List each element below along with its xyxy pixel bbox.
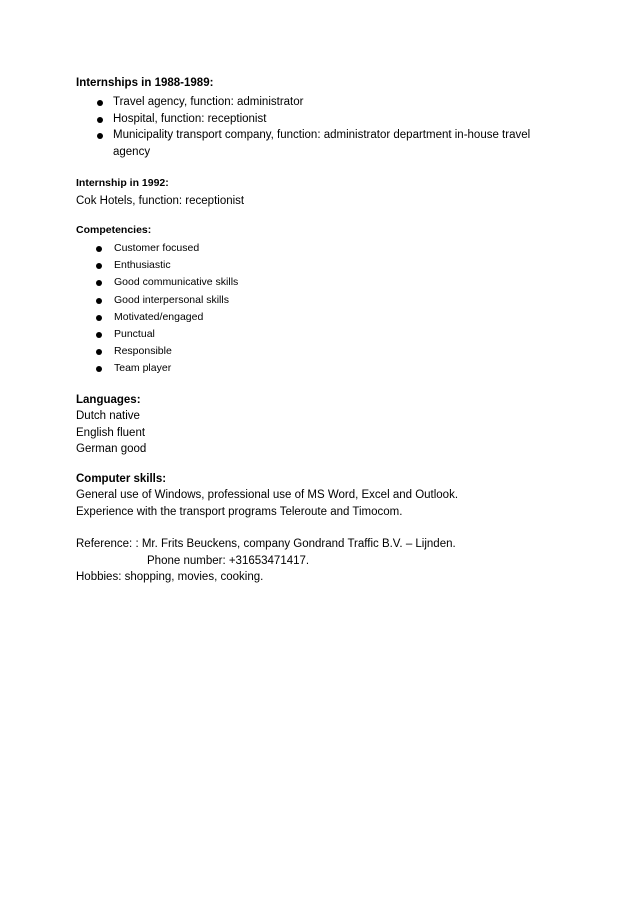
list-item: Hospital, function: receptionist	[76, 111, 556, 128]
bullet-icon	[96, 332, 102, 338]
list-item: Responsible	[76, 343, 238, 360]
bullet-icon	[96, 298, 102, 304]
bullet-icon	[96, 280, 102, 286]
computer-skills-section	[76, 472, 458, 520]
reference-section	[76, 536, 456, 586]
language-line: English fluent	[76, 426, 146, 439]
languages-heading: Languages:	[76, 394, 141, 406]
competencies-section	[76, 223, 238, 378]
bullet-icon	[96, 366, 102, 372]
computer-skills-heading: Computer skills:	[76, 473, 167, 485]
computer-skills-line: General use of Windows, professional use of MS Word, Excel and Outlook.	[76, 489, 459, 501]
list-item: Team player	[76, 360, 238, 377]
internships-1988-list	[76, 94, 556, 160]
internships-1988-section	[76, 76, 556, 160]
bullet-icon	[96, 315, 102, 321]
languages-section	[76, 393, 146, 458]
list-item: Motivated/engaged	[76, 309, 238, 326]
internship-1992-section	[76, 176, 244, 210]
computer-skills-line: Experience with the transport programs Teleroute and Timocom.	[76, 505, 403, 518]
competencies-heading: Competencies:	[76, 224, 152, 236]
list-item: Enthusiastic	[76, 257, 238, 274]
hobbies-line: Hobbies: shopping, movies, cooking.	[76, 571, 264, 583]
language-line: German good	[76, 443, 147, 455]
list-item: Good communicative skills	[76, 274, 238, 291]
internship-1992-heading: Internship in 1992:	[76, 177, 169, 189]
list-item: Punctual	[76, 326, 238, 343]
list-item: Customer focused	[76, 240, 238, 257]
bullet-icon	[97, 100, 103, 106]
competencies-list	[76, 240, 238, 378]
list-item: Good interpersonal skills	[76, 292, 238, 309]
bullet-icon	[96, 246, 102, 252]
reference-phone: Phone number: +31653471417.	[147, 554, 310, 567]
bullet-icon	[96, 349, 102, 355]
reference-line: Reference: : Mr. Frits Beuckens, company Gondrand Traffic B.V. – Lijnden.	[76, 538, 456, 550]
language-line: Dutch native	[76, 410, 140, 422]
bullet-icon	[97, 133, 103, 139]
list-item: Travel agency, function: administrator	[76, 94, 556, 111]
internships-1988-heading: Internships in 1988-1989:	[76, 77, 214, 89]
list-item: Municipality transport company, function: administrator department in-house travel	[76, 127, 556, 144]
list-item-continuation: agency	[113, 145, 151, 158]
bullet-icon	[96, 263, 102, 269]
internship-1992-text: Cok Hotels, function: receptionist	[76, 195, 245, 207]
bullet-icon	[97, 117, 103, 123]
